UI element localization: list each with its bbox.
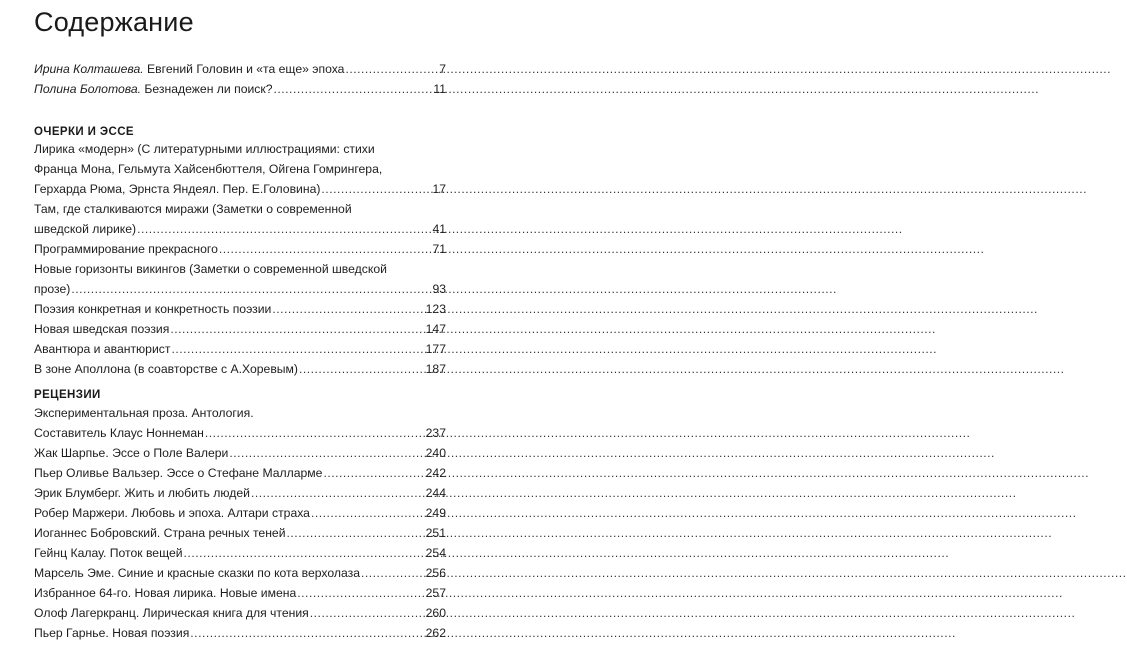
toc-entry-text: Жак Шарпье. Эссе о Поле Валери	[34, 446, 229, 460]
toc-line	[34, 563, 446, 583]
toc-entry-text: Гейнц Калау. Поток вещей	[34, 546, 183, 560]
toc-line	[34, 403, 446, 423]
toc-page-number: 244	[425, 486, 446, 500]
toc-page-number: 93	[432, 282, 446, 296]
dot-leader	[297, 583, 424, 603]
dot-leader	[323, 463, 424, 483]
dot-leader	[361, 563, 425, 583]
dot-leader	[219, 239, 432, 259]
reviews-list	[34, 403, 446, 643]
dot-leader	[171, 339, 424, 359]
toc-page-number: 237	[425, 426, 446, 440]
dot-leader	[321, 179, 431, 199]
toc-entry[interactable]	[34, 623, 446, 643]
page-title: Содержание	[34, 7, 194, 37]
toc-entry-text: Пьер Оливье Вальзер. Эссе о Стефане Малларме	[34, 466, 323, 480]
toc-entry[interactable]	[34, 403, 446, 443]
toc-line	[34, 339, 446, 359]
toc-line	[34, 179, 446, 199]
toc-line	[34, 279, 446, 299]
essays-list	[34, 139, 446, 379]
toc-entry-text: Франца Мона, Гельмута Хайсенбюттеля, Ойгена Гомрингера,	[34, 162, 383, 176]
toc-entry-title: Евгений Головин и «та еще» эпоха	[143, 62, 345, 76]
toc-entry-text: Там, где сталкиваются миражи (Заметки о современной	[34, 202, 352, 216]
toc-entry[interactable]	[34, 199, 446, 239]
dot-leader	[287, 523, 425, 543]
toc-page-number: 11	[433, 82, 446, 96]
toc-entry-text: Марсель Эме. Синие и красные сказки по кота верхолаза	[34, 566, 360, 580]
toc-line	[34, 159, 446, 179]
toc-page-number: 240	[425, 446, 446, 460]
toc-entry-text: Лирика «модерн» (С литературными иллюстрациями: стихи	[34, 142, 375, 156]
toc-line	[34, 259, 446, 279]
toc-page-number: 249	[425, 506, 446, 520]
dot-leader	[170, 319, 424, 339]
toc-entry-text: Новая шведская поэзия	[34, 322, 170, 336]
dot-leader	[137, 219, 431, 239]
toc-line	[34, 219, 446, 239]
dot-leader	[311, 503, 425, 523]
toc-entry-text: Иоганнес Бобровский. Страна речных теней	[34, 526, 286, 540]
intro-list	[34, 59, 446, 99]
dot-leader	[184, 543, 425, 563]
toc-line	[34, 443, 446, 463]
toc-entry[interactable]	[34, 299, 446, 319]
toc-line	[34, 483, 446, 503]
dot-leader	[272, 299, 424, 319]
toc-page-number: 41	[432, 222, 446, 236]
toc-entry[interactable]	[34, 583, 446, 603]
toc-page-number: 177	[425, 342, 446, 356]
toc-entry[interactable]	[34, 319, 446, 339]
toc-page-number: 256	[425, 566, 446, 580]
dot-leader	[229, 443, 424, 463]
toc-page-number: 7	[439, 62, 446, 76]
toc-page-number: 147	[425, 322, 446, 336]
toc-page-number: 242	[425, 466, 446, 480]
toc-line	[34, 543, 446, 563]
dot-leader	[71, 279, 431, 299]
toc-line	[34, 139, 446, 159]
toc-line	[34, 319, 446, 339]
section-heading-essays: ОЧЕРКИ И ЭССЕ	[34, 126, 134, 138]
toc-entry-text: Составитель Клаус Ноннеман	[34, 426, 204, 440]
toc-line	[34, 79, 446, 99]
toc-line	[34, 299, 446, 319]
section-heading-reviews: РЕЦЕНЗИИ	[34, 389, 101, 401]
toc-entry-text: Экспериментальная проза. Антология.	[34, 406, 254, 420]
toc-line	[34, 59, 446, 79]
toc-entry-text: шведской лирике)	[34, 222, 137, 236]
toc-entry[interactable]	[34, 139, 446, 199]
toc-page-number: 17	[432, 182, 446, 196]
toc-line	[34, 463, 446, 483]
toc-entry-title: Безнадежен ли поиск?	[141, 82, 273, 96]
toc-page-number: 262	[425, 626, 446, 640]
toc-entry[interactable]	[34, 443, 446, 463]
toc-entry-text: Пьер Гарнье. Новая поэзия	[34, 626, 190, 640]
toc-entry[interactable]	[34, 239, 446, 259]
toc-entry[interactable]	[34, 503, 446, 523]
toc-entry-text: Робер Маржери. Любовь и эпоха. Алтари страха	[34, 506, 310, 520]
toc-line	[34, 603, 446, 623]
toc-line	[34, 623, 446, 643]
toc-line	[34, 503, 446, 523]
toc-entry[interactable]	[34, 603, 446, 623]
toc-entry[interactable]	[34, 543, 446, 563]
toc-entry-text: Программирование прекрасного	[34, 242, 218, 256]
toc-line	[34, 359, 446, 379]
toc-line	[34, 523, 446, 543]
dot-leader	[299, 359, 425, 379]
toc-entry-text	[34, 79, 273, 99]
toc-entry-text: В зоне Аполлона (в соавторстве с А.Хоревым)	[34, 362, 298, 376]
toc-entry[interactable]	[34, 59, 446, 79]
toc-entry[interactable]	[34, 259, 446, 299]
toc-entry-text: Герхарда Рюма, Эрнста Яндеял. Пер. Е.Головина)	[34, 182, 321, 196]
toc-entry[interactable]	[34, 339, 446, 359]
contents-page	[0, 0, 480, 650]
toc-entry-text: Авантюра и авантюрист	[34, 342, 171, 356]
toc-page-number: 257	[425, 586, 446, 600]
toc-entry[interactable]	[34, 359, 446, 379]
toc-page-number: 123	[425, 302, 446, 316]
toc-entry[interactable]	[34, 483, 446, 503]
toc-page-number: 71	[432, 242, 446, 256]
dot-leader	[345, 59, 438, 79]
dot-leader	[251, 483, 425, 503]
toc-entry-text: Новые горизонты викингов (Заметки о современной шведской	[34, 262, 387, 276]
toc-entry-text: Эрик Блумберг. Жить и любить людей	[34, 486, 250, 500]
toc-line	[34, 239, 446, 259]
toc-entry-text: Поэзия конкретная и конкретность поэзии	[34, 302, 272, 316]
toc-entry-text	[34, 59, 344, 79]
toc-page-number: 187	[425, 362, 446, 376]
toc-entry-text: Олоф Лагеркранц. Лирическая книга для чтения	[34, 606, 309, 620]
dot-leader	[310, 603, 425, 623]
toc-entry[interactable]	[34, 463, 446, 483]
toc-line	[34, 423, 446, 443]
dot-leader	[190, 623, 424, 643]
dot-leader	[205, 423, 425, 443]
toc-entry-author: Ирина Колташева.	[34, 62, 144, 76]
toc-entry[interactable]	[34, 523, 446, 543]
toc-line	[34, 583, 446, 603]
toc-entry[interactable]	[34, 79, 446, 99]
toc-entry[interactable]	[34, 563, 446, 583]
toc-entry-author: Полина Болотова.	[34, 82, 142, 96]
dot-leader	[274, 79, 433, 99]
toc-entry-text: прозе)	[34, 282, 71, 296]
toc-page-number: 251	[425, 526, 446, 540]
toc-page-number: 260	[425, 606, 446, 620]
toc-entry-text: Избранное 64-го. Новая лирика. Новые имена	[34, 586, 297, 600]
toc-line	[34, 199, 446, 219]
toc-page-number: 254	[425, 546, 446, 560]
